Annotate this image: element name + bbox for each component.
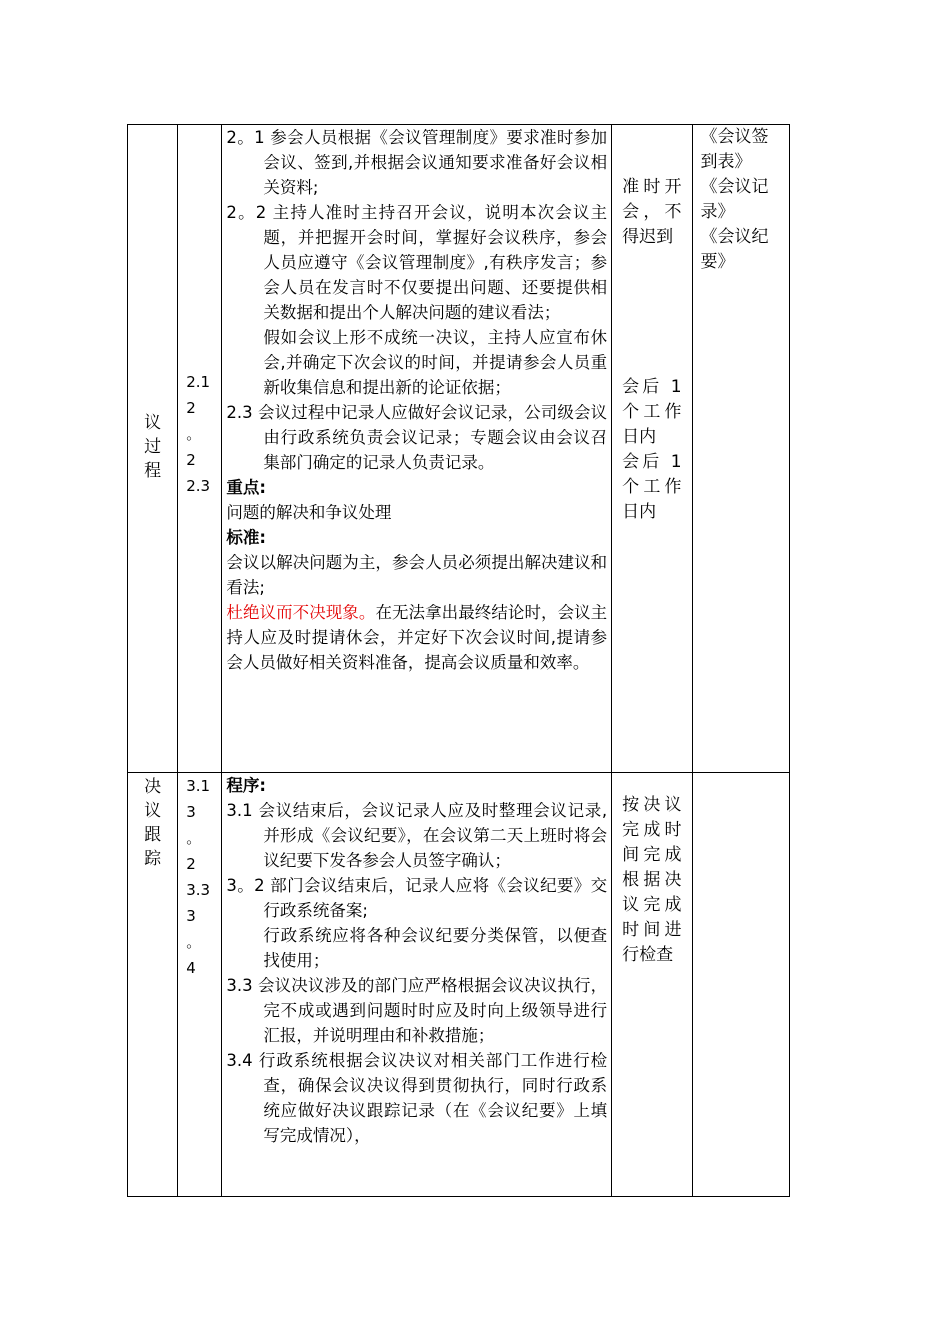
clause-number: 2.1 — [186, 373, 211, 391]
procedure-cell — [222, 125, 612, 773]
stage-cell — [128, 773, 178, 1197]
clause-number: 3.1 — [186, 777, 211, 795]
related-forms-cell — [692, 773, 789, 1197]
process-table — [127, 124, 790, 1197]
standard-paragraph — [226, 600, 607, 675]
procedure-item: 3.4 行政系统根据会议决议对相关部门工作进行检查，确保会议决议得到贯彻执行，同时行政系统应做好决议跟踪记录（在《会议纪要》上填写完成情况）， — [226, 1051, 608, 1145]
key-point-text: 问题的解决和争议处理 — [226, 503, 392, 522]
clause-number: 2 — [186, 399, 196, 417]
time-requirement: 准时开会，不得迟到 — [622, 177, 682, 247]
time-requirement: 会后 1 个工作日内 — [622, 452, 682, 522]
stage-cell — [128, 125, 178, 773]
procedure-item: 行政系统应将各种会议纪要分类保管，以便查找使用； — [263, 926, 608, 970]
procedure-item: 3。2 部门会议结束后，记录人应将《会议纪要》交行政系统备案; — [226, 876, 608, 920]
procedure-item: 2.3 会议过程中记录人应做好会议记录，公司级会议由行政系统负责会议记录；专题会议由会议召集部门确定的记录人负责记录。 — [226, 403, 608, 472]
standard-label: 标准: — [226, 528, 267, 547]
stage-label: 议过程 — [144, 413, 162, 481]
standard-text: 会议以解决问题为主，参会人员必须提出解决建议和看法; — [226, 553, 608, 597]
clause-number: 3.3 — [186, 881, 211, 899]
table-row-meeting-process — [128, 125, 790, 773]
procedure-heading: 程序: — [226, 776, 267, 795]
clause-number-cell — [178, 773, 222, 1197]
related-forms-cell — [692, 125, 789, 773]
clause-number: 。 — [186, 933, 202, 951]
key-point-label: 重点: — [226, 478, 267, 497]
stage-label: 决议跟踪 — [144, 777, 162, 869]
clause-number: 2.3 — [186, 477, 211, 495]
form-name: 《会议签到表》 — [700, 127, 769, 172]
form-name: 《会议记录》 — [700, 177, 769, 222]
time-requirement-cell — [612, 125, 692, 773]
procedure-item: 2。2 主持人准时主持召开会议，说明本次会议主题，并把握开会时间，掌握好会议秩序，参会人员应遵守《会议管理制度》,有秩序发言；参会人员在发言时不仅要提出问题、还要提供相关数据和提出个人解决问题的建议看法； — [226, 203, 608, 322]
procedure-cell — [222, 773, 612, 1197]
standard-emphasis: 杜绝议而不决现象。 — [226, 603, 376, 622]
clause-number: 2 — [186, 855, 196, 873]
clause-number: 。 — [186, 829, 202, 847]
clause-number: 2 — [186, 451, 196, 469]
table-row-resolution-tracking — [128, 773, 790, 1197]
clause-number-cell — [178, 125, 222, 773]
clause-number: 3 — [186, 907, 196, 925]
procedure-item: 假如会议上形不成统一决议，主持人应宣布休会,并确定下次会议的时间，并提请参会人员重新收集信息和提出新的论证依据； — [263, 328, 608, 397]
standard-rest: 在无法拿出最终结论时，会议主持人应及时提请休会，并定好下次会议时间,提请参会人员做好相关资料准备，提高会议质量和效率。 — [226, 603, 608, 672]
procedure-item: 3.1 会议结束后，会议记录人应及时整理会议记录,并形成《会议纪要》，在会议第二天上班时将会议纪要下发各参会人员签字确认； — [226, 801, 608, 870]
clause-number: 4 — [186, 959, 196, 977]
time-requirement: 按决议完成时间完成根据决议完成时间进行检查 — [622, 795, 682, 965]
clause-number: 3 — [186, 803, 196, 821]
time-requirement: 会后 1 个工作日内 — [622, 377, 682, 447]
procedure-item: 2。1 参会人员根据《会议管理制度》要求准时参加会议、签到,并根据会议通知要求准备好会议相关资料; — [226, 128, 608, 197]
clause-number: 。 — [186, 425, 202, 443]
time-requirement-cell — [612, 773, 692, 1197]
form-name: 《会议纪要》 — [700, 227, 769, 272]
procedure-item: 3.3 会议决议涉及的部门应严格根据会议决议执行，完不成或遇到问题时时应及时向上级领导进行汇报，并说明理由和补救措施； — [226, 976, 608, 1045]
